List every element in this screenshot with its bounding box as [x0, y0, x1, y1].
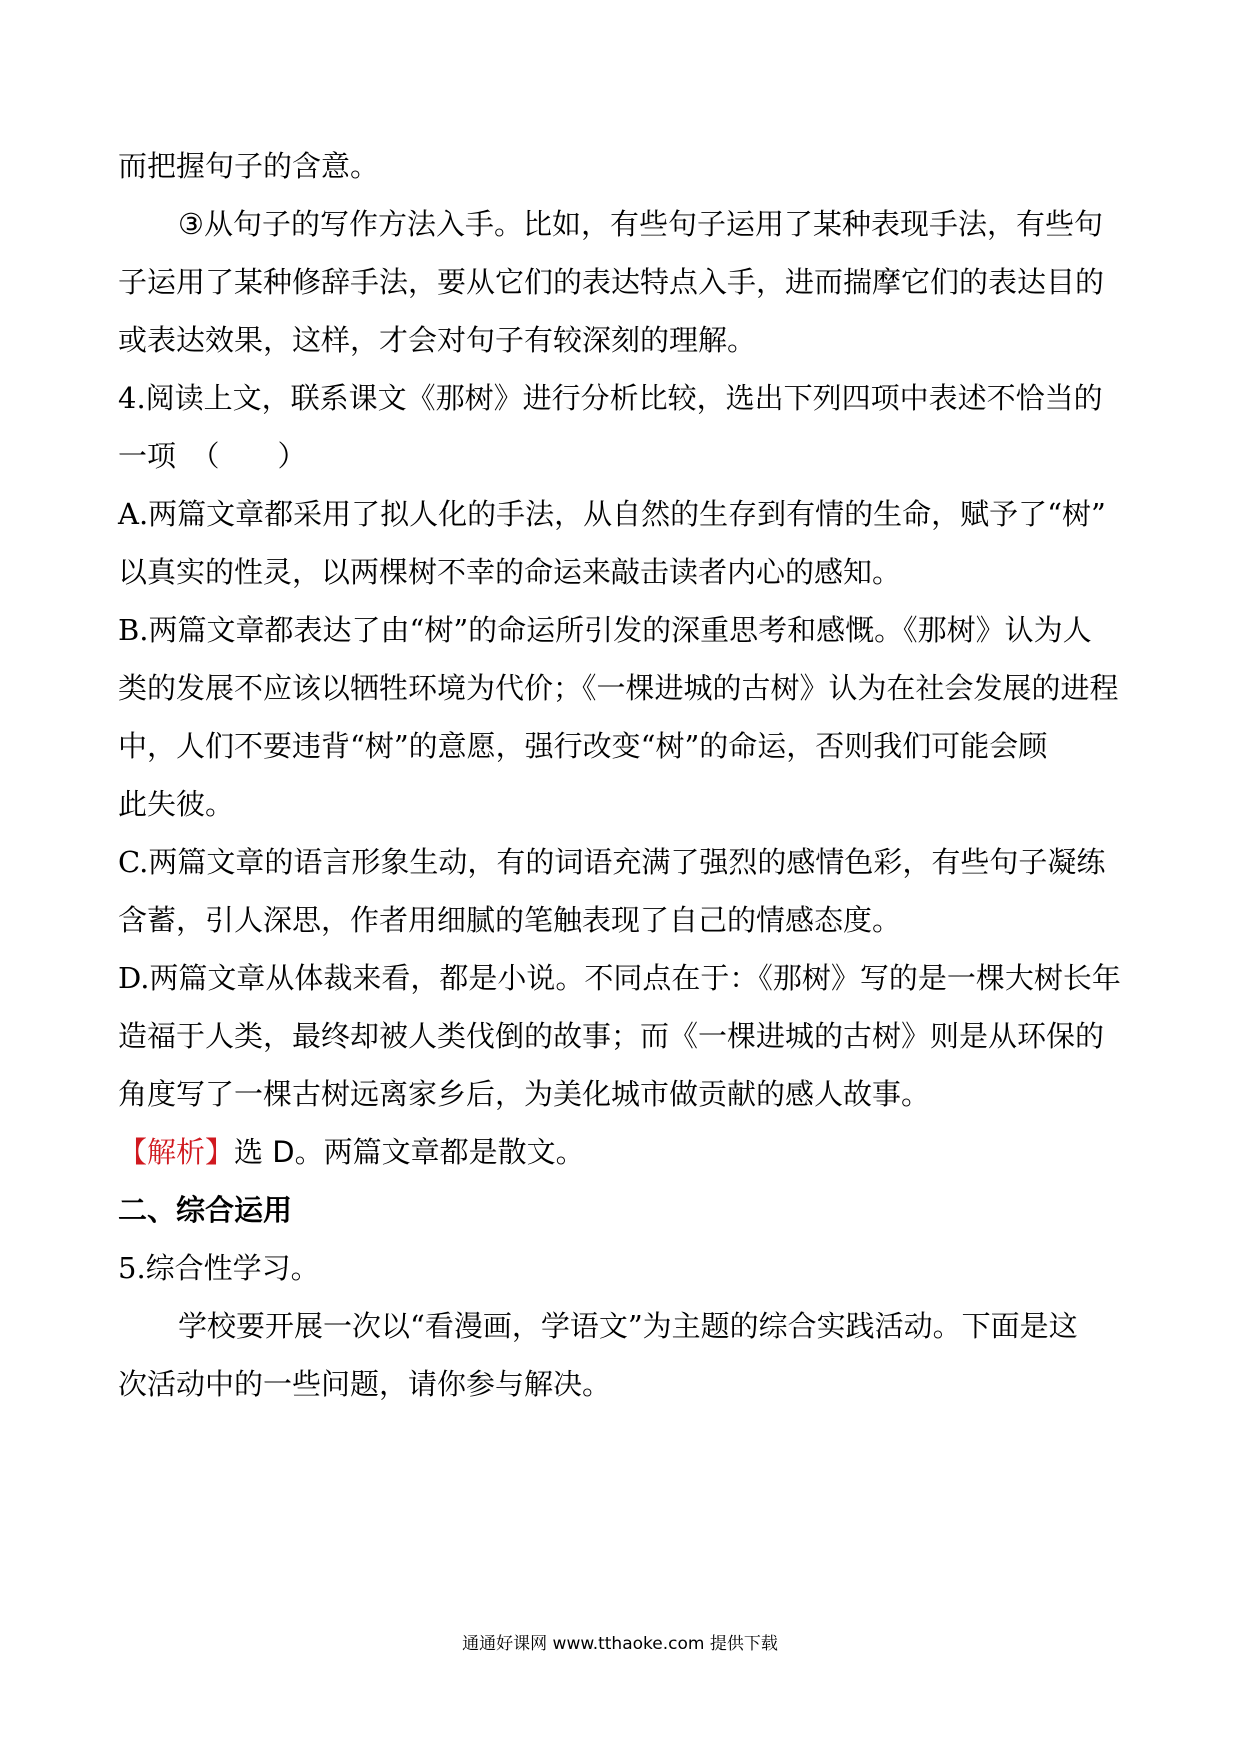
- option-b: 类的发展不应该以牺牲环境为代价；《一棵进城的古树》认为在社会发展的进程: [118, 671, 1119, 705]
- option-b: 中，人们不要违背“树”的意愿，强行改变“树”的命运，否则我们可能会顾: [118, 729, 1048, 763]
- option-a: A.两篇文章都采用了拟人化的手法，从自然的生存到有情的生命，赋予了“树”: [118, 497, 1106, 531]
- option-b: 此失彼。: [118, 787, 235, 821]
- analysis-text: 选 D。两篇文章都是散文。: [234, 1135, 585, 1169]
- question-4-stem: 4.阅读上文，联系课文《那树》进行分析比较，选出下列四项中表述不恰当的: [118, 381, 1103, 415]
- paragraph-line: 次活动中的一些问题，请你参与解决。: [118, 1367, 612, 1401]
- paragraph-line: 子运用了某种修辞手法，要从它们的表达特点入手，进而揣摩它们的表达目的: [118, 265, 1105, 299]
- question-5-title: 5.综合性学习。: [118, 1251, 320, 1285]
- analysis-label: 【解析】: [118, 1135, 235, 1169]
- paragraph-line: ③从句子的写作方法入手。比如，有些句子运用了某种表现手法，有些句: [178, 207, 1103, 241]
- analysis-line: [118, 1120, 585, 1184]
- page-footer: 通通好课网 www.tthaoke.com 提供下载: [462, 1634, 778, 1654]
- paragraph-line: 而把握句子的含意。: [118, 149, 380, 183]
- option-c: 含蓄，引人深思，作者用细腻的笔触表现了自己的情感态度。: [118, 903, 902, 937]
- section-heading: 二、综合运用: [118, 1193, 293, 1227]
- question-4-stem: 一项 （ ）: [118, 439, 307, 473]
- paragraph-line: 学校要开展一次以“看漫画，学语文”为主题的综合实践活动。下面是这: [178, 1309, 1078, 1343]
- paragraph-line: 或表达效果，这样，才会对句子有较深刻的理解。: [118, 323, 757, 357]
- option-d: 角度写了一棵古树远离家乡后，为美化城市做贡献的感人故事。: [118, 1077, 931, 1111]
- option-d: D.两篇文章从体裁来看，都是小说。不同点在于：《那树》写的是一棵大树长年: [118, 961, 1121, 995]
- option-c: C.两篇文章的语言形象生动，有的词语充满了强烈的感情色彩，有些句子凝练: [118, 845, 1106, 879]
- option-b: B.两篇文章都表达了由“树”的命运所引发的深重思考和感慨。《那树》认为人: [118, 613, 1092, 647]
- option-a: 以真实的性灵，以两棵树不幸的命运来敲击读者内心的感知。: [118, 555, 902, 589]
- option-d: 造福于人类，最终却被人类伐倒的故事；而《一棵进城的古树》则是从环保的: [118, 1019, 1105, 1053]
